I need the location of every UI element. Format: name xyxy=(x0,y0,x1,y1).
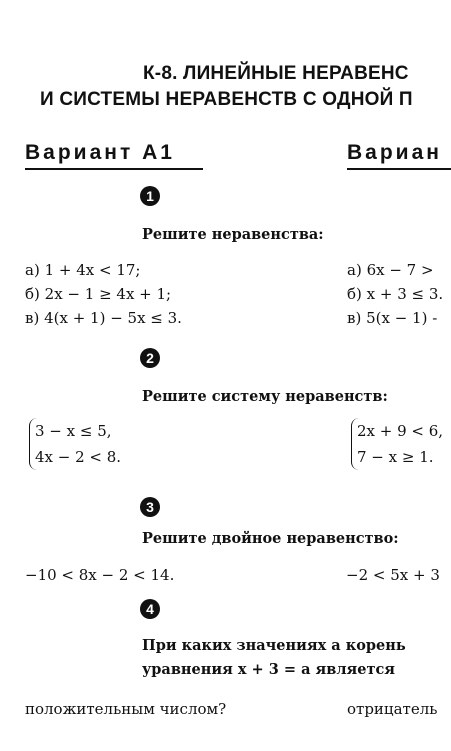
task-2-number-badge: 2 xyxy=(140,348,160,368)
task-2-left-system xyxy=(29,418,121,470)
task-1-left-b: б) 2x − 1 ≥ 4x + 1; xyxy=(25,285,172,303)
task-2-heading: Решите систему неравенств: xyxy=(142,388,388,405)
task-2-left-system-line-2: 4x − 2 < 8. xyxy=(35,448,122,466)
task-1-left-c: в) 4(x + 1) − 5x ≤ 3. xyxy=(25,309,182,327)
task-4-heading-line-1: При каких значениях a корень xyxy=(142,637,406,654)
title-line-1: К-8. ЛИНЕЙНЫЕ НЕРАВЕНС xyxy=(143,63,409,84)
task-1-right-c: в) 5(x − 1) - xyxy=(347,309,438,327)
task-3-left-inequality: −10 < 8x − 2 < 14. xyxy=(25,566,175,584)
title-line-2: И СИСТЕМЫ НЕРАВЕНСТВ С ОДНОЙ П xyxy=(40,89,413,110)
task-2-left-system-line-1: 3 − x ≤ 5, xyxy=(35,422,112,440)
task-1-right-b: б) x + 3 ≤ 3. xyxy=(347,285,444,303)
task-2-right-system xyxy=(351,418,443,470)
task-4-left-question: положительным числом? xyxy=(25,700,227,718)
task-1-left-a: а) 1 + 4x < 17; xyxy=(25,261,141,279)
task-2-right-system-line-1: 2x + 9 < 6, xyxy=(357,422,444,440)
task-3-heading: Решите двойное неравенство: xyxy=(142,530,399,547)
task-1-number-badge: 1 xyxy=(140,186,160,206)
variant-right-header: Вариан xyxy=(347,141,442,164)
task-3-right-inequality: −2 < 5x + 3 xyxy=(346,566,440,584)
task-3-number-badge: 3 xyxy=(140,497,160,517)
task-1-heading: Решите неравенства: xyxy=(142,226,324,243)
task-4-heading-line-2: уравнения x + 3 = a является xyxy=(142,661,395,678)
variant-left-header: Вариант А1 xyxy=(25,141,175,164)
task-4-number-badge: 4 xyxy=(140,599,160,619)
variant-left-underline xyxy=(25,168,203,170)
variant-right-underline xyxy=(347,168,451,170)
task-2-right-system-line-2: 7 − x ≥ 1. xyxy=(357,448,434,466)
task-1-right-a: а) 6x − 7 > xyxy=(347,261,434,279)
task-4-right-question: отрицатель xyxy=(347,700,438,718)
